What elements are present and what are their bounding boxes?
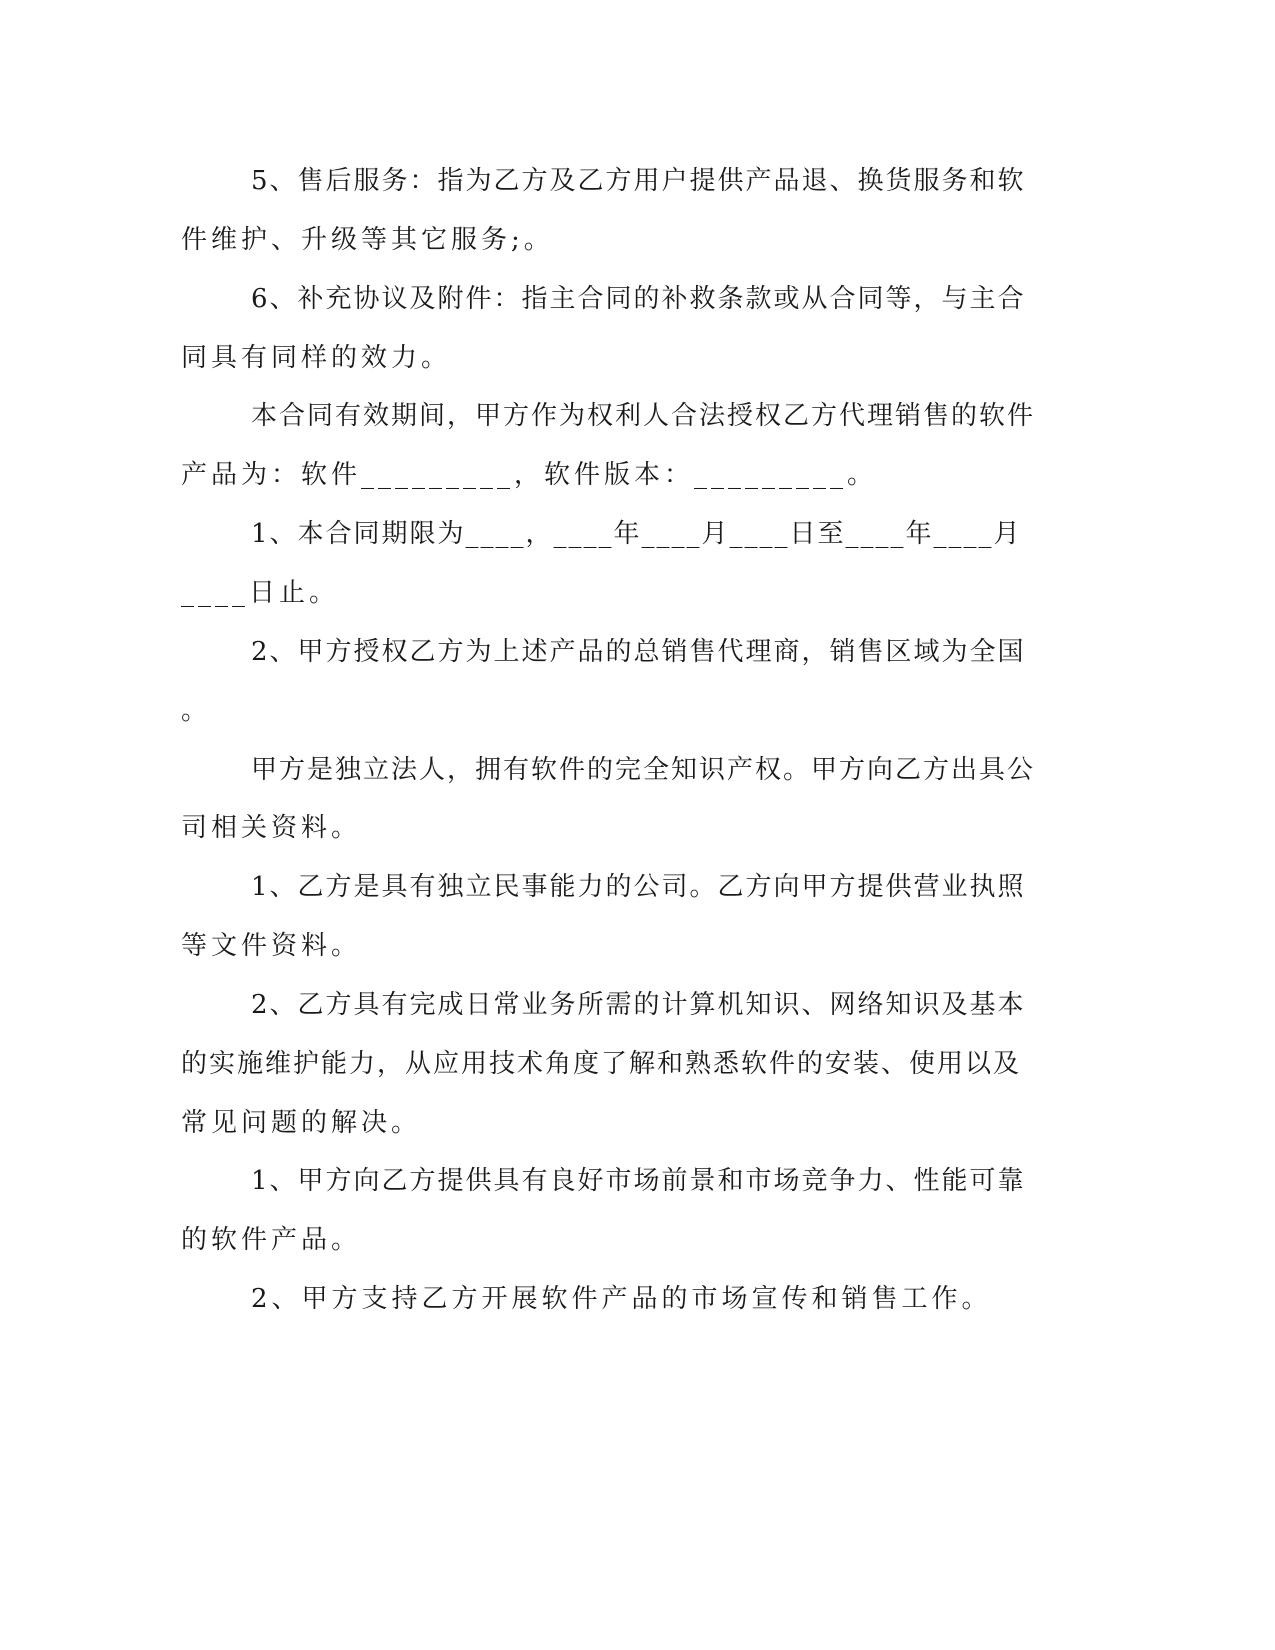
text-line: 1、甲方向乙方提供具有良好市场前景和市场竞争力、性能可靠 xyxy=(251,1166,1026,1196)
text-line: 的实施维护能力，从应用技术角度了解和熟悉软件的安装、使用以及 xyxy=(181,1049,1022,1079)
text-line: 司相关资料。 xyxy=(181,813,362,843)
text-line: 等文件资料。 xyxy=(181,931,362,961)
text-line: 同具有同样的效力。 xyxy=(181,343,452,373)
text-line: 5、售后服务：指为乙方及乙方用户提供产品退、换货服务和软 xyxy=(251,166,1026,196)
text-line: 1、本合同期限为____，____年____月____日至____年____月 xyxy=(251,519,1022,549)
text-line: 的软件产品。 xyxy=(181,1225,362,1255)
text-line: 常见问题的解决。 xyxy=(181,1108,422,1138)
text-line: 产品为：软件_________，软件版本：_________。 xyxy=(181,460,878,490)
text-line: ____日止。 xyxy=(181,578,340,608)
text-line: 本合同有效期间，甲方作为权利人合法授权乙方代理销售的软件 xyxy=(251,401,1036,431)
text-line: 甲方是独立法人，拥有软件的完全知识产权。甲方向乙方出具公 xyxy=(251,755,1036,785)
text-line: 1、乙方是具有独立民事能力的公司。乙方向甲方提供营业执照 xyxy=(251,872,1026,902)
text-line: 2、乙方具有完成日常业务所需的计算机知识、网络知识及基本 xyxy=(251,990,1026,1020)
text-line: 2、甲方授权乙方为上述产品的总销售代理商，销售区域为全国 xyxy=(251,637,1026,667)
text-line: 2、甲方支持乙方开展软件产品的市场宣传和销售工作。 xyxy=(251,1284,992,1314)
text-line: 。 xyxy=(181,696,212,726)
text-line: 6、补充协议及附件：指主合同的补救条款或从合同等，与主合 xyxy=(251,284,1026,314)
text-line: 件维护、升级等其它服务;。 xyxy=(181,225,554,255)
